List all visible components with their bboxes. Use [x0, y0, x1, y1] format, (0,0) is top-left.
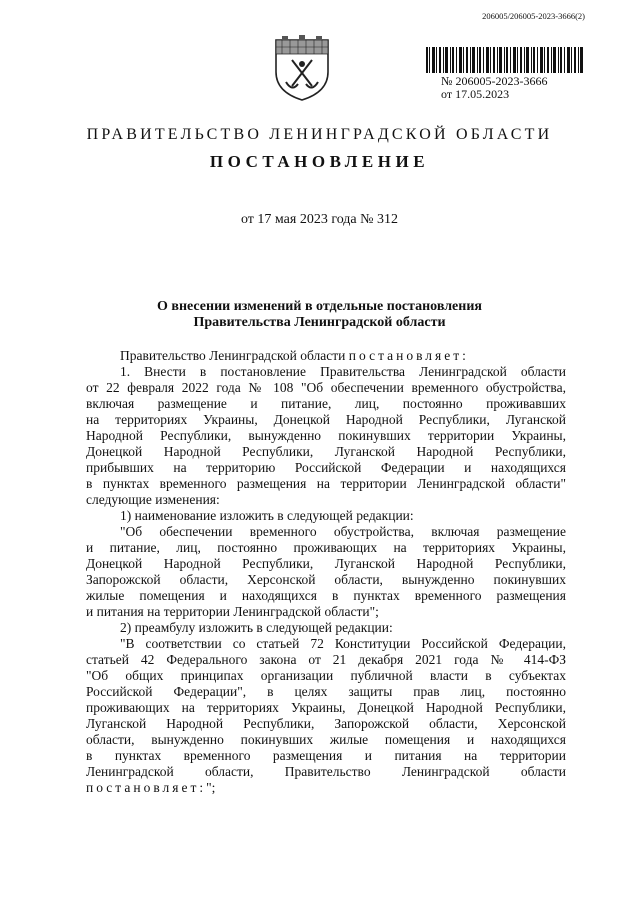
sub2-closing [86, 780, 566, 796]
item1-line: в пунктах временного размещения на территории Ленинградской области" [86, 476, 566, 491]
sub1-line: Донецкой Народной Республики, Луганской Народной Республики, [86, 556, 566, 571]
registration-date: от 17.05.2023 [441, 87, 510, 101]
sub2-line: в пунктах временного размещения и питания на территории [86, 748, 566, 763]
coat-of-arms-emblem [272, 34, 332, 102]
item1-line: включая размещение и питание, лиц, постоянно проживавших [86, 396, 566, 411]
sub2-label: 2) преамбулу изложить в следующей редакции: [120, 620, 393, 635]
sub2-closing-tail: "; [206, 780, 216, 795]
registration-number: № 206005-2023-3666 [441, 74, 548, 88]
item1-line: Народной Республики, вынужденно покинувших территории Украины, [86, 428, 566, 443]
sub1-line: Запорожской области, Херсонской области, вынужденно покинувших [86, 572, 566, 587]
barcode [426, 47, 584, 73]
document-body [86, 348, 566, 796]
sub1-line: и питания на территории Ленинградской области"; [86, 604, 379, 619]
sub1-label: 1) наименование изложить в следующей редакции: [120, 508, 414, 523]
sub2-closing-spaced: постановляет: [86, 780, 207, 795]
opening-prefix: Правительство Ленинградской области [120, 348, 349, 363]
item1-line: от 22 февраля 2022 года № 108 "Об обеспечении временного обустройства, [86, 380, 566, 395]
item1-line: Донецкой Народной Республики, Луганской Народной Республики, [86, 444, 566, 459]
sub2-line: области, вынужденно покинувших жилые помещения и находящихся [86, 732, 566, 747]
sub2-line: Российской Федерации", в целях защиты прав лиц, постоянно [86, 684, 566, 699]
organization-name: ПРАВИТЕЛЬСТВО ЛЕНИНГРАДСКОЙ ОБЛАСТИ [86, 126, 553, 143]
sub1-line: "Об обеспечении временного обустройства, включая размещение [120, 524, 566, 539]
document-reference: 206005/206005-2023-3666(2) [482, 11, 585, 21]
opening-spaced: постановляет: [348, 348, 469, 363]
sub2-line: статьей 42 Федерального закона от 21 декабря 2021 года № 414-ФЗ [86, 652, 566, 667]
sub2-line: "В соответствии со статьей 72 Конституции Российской Федерации, [120, 636, 566, 651]
document-type: ПОСТАНОВЛЕНИЕ [209, 152, 430, 171]
registration-block [441, 75, 547, 101]
title-line: О внесении изменений в отдельные постановления [157, 299, 482, 314]
item1-line: на территориях Украины, Донецкой Народной Республики, Луганской [86, 412, 566, 427]
sub2-line: "Об общих принципах организации публичной власти в субъектах [86, 668, 566, 683]
item1-line: 1. Внести в постановление Правительства Ленинградской области [120, 364, 566, 379]
sub2-line: Луганской Народной Республики, Запорожской области, Херсонской [86, 716, 566, 731]
sub2-line: проживающих на территориях Украины, Донецкой Народной Республики, [86, 700, 566, 715]
sub1-line: жилые помещения и находящихся в пунктах временного размещения [86, 588, 566, 603]
document-date-number: от 17 мая 2023 года № 312 [240, 212, 399, 227]
item1-line: следующие изменения: [86, 492, 220, 507]
title-line: Правительства Ленинградской области [193, 315, 446, 330]
item1-line: прибывших на территорию Российской Федерации и находящихся [86, 460, 566, 475]
sub2-line: Ленинградской области, Правительство Ленинградской области [86, 764, 566, 779]
document-title [0, 299, 639, 331]
opening-paragraph [86, 348, 566, 364]
sub1-line: и питание, лиц, постоянно проживающих на территориях Украины, [86, 540, 566, 555]
